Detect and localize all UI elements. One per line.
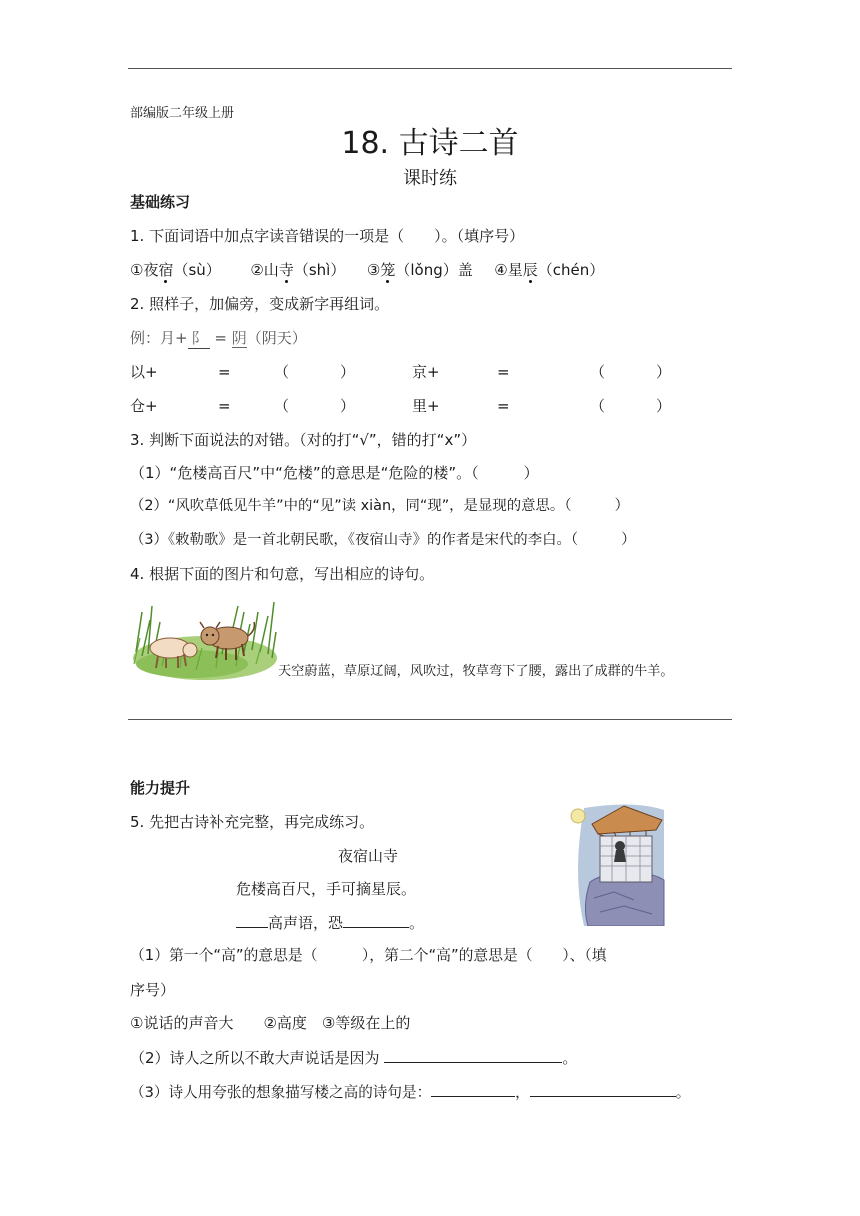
q2-row2-eq2: = (497, 397, 510, 415)
q2-row2-paren-close: ） (340, 397, 356, 415)
q2-row1-paren-close: ） (340, 363, 356, 381)
q2-row2-paren-open[interactable]: （ (274, 397, 290, 415)
q2-row1-paren-open[interactable]: （ (274, 363, 290, 381)
page-title: 18. 古诗二首 (341, 126, 519, 161)
q4-caption: 天空蔚蓝，草原辽阔，风吹过，牧草弯下了腰，露出了成群的牛羊。 (278, 664, 674, 679)
q2-row1-paren-open-2[interactable]: （ (590, 363, 606, 381)
q5-sub3-blank-2[interactable] (530, 1082, 676, 1097)
poem-blank-1[interactable] (236, 913, 268, 928)
poem-title: 夜宿山寺 (338, 847, 399, 865)
q5-sub1-line-a[interactable]: （1）第一个“高”的意思是（ ），第二个“高”的意思是（ ）、（填 (130, 947, 607, 964)
q2-row2-left: 仓+ (130, 397, 158, 415)
edition-label: 部编版二年级上册 (130, 106, 235, 121)
q5-sub2-blank[interactable] (384, 1048, 562, 1063)
q5-sub3-blank-1[interactable] (431, 1082, 515, 1097)
section-advanced: 能力提升 (130, 779, 191, 797)
q5-sub3: （3）诗人用夸张的想象描写楼之高的诗句是： ， 。 (130, 1084, 691, 1101)
page-subtitle: 课时练 (403, 168, 457, 189)
q3-item-3[interactable]: （3）《敕勒歌》是一首北朝民歌，《夜宿山寺》的作者是宋代的李白。（ ） (130, 532, 636, 548)
q2-row1-left: 以+ (130, 363, 158, 381)
q3-item-1[interactable]: （1）“危楼高百尺”中“危楼”的意思是“危险的楼”。（ ） (130, 464, 539, 482)
q2-row2-paren-close-2: ） (656, 397, 672, 415)
q2-row1-paren-close-2: ） (656, 363, 672, 381)
section-basic: 基础练习 (130, 193, 191, 211)
q2-row2-paren-open-2[interactable]: （ (590, 397, 606, 415)
q1-stem: 1. 下面词语中加点字读音错误的一项是（ ）。（填序号） (130, 227, 525, 245)
q2-row2-eq1: = (218, 397, 231, 415)
divider-rule (128, 719, 732, 720)
top-rule (128, 68, 732, 69)
q5-stem: 5. 先把古诗补充完整，再完成练习。 (130, 813, 375, 831)
q2-row1-eq2: = (497, 363, 510, 381)
q2-row1-eq1: = (218, 363, 231, 381)
mountain-temple-tower-illustration (564, 802, 666, 926)
q1-opt3[interactable]: ③笼（lǒng）盖 (366, 261, 473, 279)
poem-line-2: 高声语，恐 。 (236, 913, 424, 933)
q5-sub2: （2）诗人之所以不敢大声说话是因为 。 (130, 1049, 578, 1067)
q1-opt4[interactable]: ④星辰（chén） (494, 261, 605, 279)
q1-opt2[interactable]: ②山寺（shì） (250, 261, 346, 279)
q2-example: 例：月+ 阝 = 阴（阴天） (130, 329, 307, 347)
q1-opt1[interactable]: ①夜宿（sù） (130, 261, 221, 279)
q5-sub1-options: ①说话的声音大 ②高度 ③等级在上的 (130, 1014, 411, 1032)
poem-line-1: 危楼高百尺，手可摘星辰。 (236, 880, 417, 898)
q3-stem: 3. 判断下面说法的对错。（对的打“√”，错的打“x”） (130, 431, 477, 449)
q2-stem: 2. 照样子，加偏旁，变成新字再组词。 (130, 295, 390, 313)
q5-sub1-line-b: 序号） (130, 981, 176, 999)
q2-row2-right: 里+ (412, 397, 440, 415)
q2-row1-right: 京+ (412, 363, 440, 381)
q4-stem: 4. 根据下面的图片和句意，写出相应的诗句。 (130, 565, 435, 583)
poem-blank-2[interactable] (343, 913, 409, 928)
cattle-grassland-illustration (132, 592, 278, 680)
q1-options (130, 260, 604, 280)
q3-item-2[interactable]: （2）“风吹草低见牛羊”中的“见”读 xiàn，同“现”，是显现的意思。（ ） (130, 498, 630, 514)
